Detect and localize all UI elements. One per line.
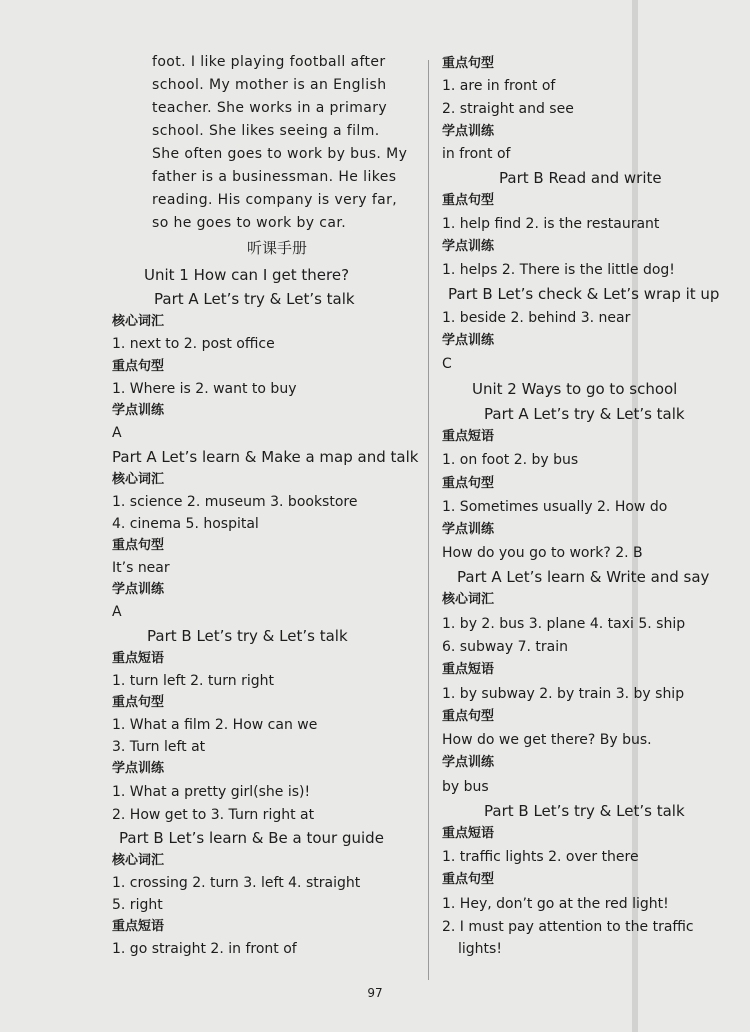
answer-line: 1. Where is 2. want to buy [112,381,297,397]
answer-line: 4. cinema 5. hospital [112,516,259,532]
answer-line: It’s near [112,560,170,576]
answer-line: father is a businessman. He likes [152,169,397,185]
answer-line: 1. science 2. museum 3. bookstore [112,494,358,510]
answer-line: 2. straight and see [442,101,574,117]
section-heading: 重点句型 [442,872,495,887]
answer-line: lights! [458,941,502,957]
section-heading: 核心词汇 [112,853,165,868]
section-heading: 重点句型 [442,709,495,724]
answer-line: 1. traffic lights 2. over there [442,849,639,865]
answer-line: 2. How get to 3. Turn right at [112,807,315,823]
section-heading: 学点训练 [442,755,495,770]
section-heading: 学点训练 [112,761,165,776]
answer-line: 1. What a film 2. How can we [112,717,318,733]
answer-line: 1. are in front of [442,78,556,94]
section-heading: 重点短语 [112,919,165,934]
section-heading: 重点短语 [112,651,165,666]
part-title: Part A Let’s try & Let’s talk [484,405,685,423]
section-heading: 核心词汇 [112,314,165,329]
answer-line: teacher. She works in a primary [152,100,388,116]
section-heading: 学点训练 [442,522,495,537]
section-heading: 重点句型 [442,476,495,491]
part-title: Unit 1 How can I get there? [144,266,350,284]
part-title: Part B Let’s check & Let’s wrap it up [448,285,720,303]
answer-line: 1. What a pretty girl(she is)! [112,784,311,800]
answer-line: A [112,604,122,620]
part-title: Part B Let’s try & Let’s talk [484,802,685,820]
answer-line: foot. I like playing football after [152,54,386,70]
answer-line: 1. on foot 2. by bus [442,452,579,468]
answer-line: 1. go straight 2. in front of [112,941,297,957]
section-heading: 学点训练 [112,582,165,597]
answer-line: in front of [442,146,511,162]
part-title: Part A Let’s learn & Write and say [457,568,710,586]
section-heading: 重点句型 [112,359,165,374]
section-heading: 重点句型 [442,193,495,208]
answer-line: 1. Hey, don’t go at the red light! [442,896,669,912]
section-heading: 重点短语 [442,826,495,841]
answer-line: school. My mother is an English [152,77,387,93]
section-heading: 重点短语 [442,662,495,677]
answer-line: 3. Turn left at [112,739,206,755]
part-title: 听课手册 [247,239,308,257]
section-heading: 核心词汇 [112,472,165,487]
answer-line: How do you go to work? 2. B [442,545,643,561]
section-heading: 重点句型 [112,695,165,710]
answer-line: reading. His company is very far, [152,192,398,208]
part-title: Part A Let’s learn & Make a map and talk [112,448,419,466]
answer-line: by bus [442,779,489,795]
section-heading: 重点短语 [442,429,495,444]
column-divider [428,60,429,980]
part-title: Part B Let’s try & Let’s talk [147,627,348,645]
answer-line: 1. beside 2. behind 3. near [442,310,631,326]
part-title: Part A Let’s try & Let’s talk [154,290,355,308]
section-heading: 学点训练 [442,124,495,139]
answer-line: 5. right [112,897,163,913]
answer-line: 1. helps 2. There is the little dog! [442,262,675,278]
section-heading: 重点句型 [442,56,495,71]
section-heading: 学点训练 [112,403,165,418]
part-title: Part B Read and write [499,169,662,187]
part-title: Part B Let’s learn & Be a tour guide [119,829,384,847]
page-number: 97 [367,986,383,1000]
section-heading: 核心词汇 [442,592,495,607]
answer-line: A [112,425,122,441]
answer-line: She often goes to work by bus. My [152,146,408,162]
answer-line: 1. turn left 2. turn right [112,673,275,689]
answer-line: 1. crossing 2. turn 3. left 4. straight [112,875,361,891]
answer-line: 1. by 2. bus 3. plane 4. taxi 5. ship [442,616,686,632]
answer-line: 6. subway 7. train [442,639,569,655]
answer-line: 1. next to 2. post office [112,336,275,352]
section-heading: 学点训练 [442,333,495,348]
answer-line: 2. I must pay attention to the traffic [442,919,694,935]
section-heading: 学点训练 [442,239,495,254]
answer-line: 1. Sometimes usually 2. How do [442,499,668,515]
part-title: Unit 2 Ways to go to school [472,380,678,398]
answer-line: school. She likes seeing a film. [152,123,380,139]
answer-line: How do we get there? By bus. [442,732,652,748]
section-heading: 重点句型 [112,538,165,553]
answer-line: 1. by subway 2. by train 3. by ship [442,686,685,702]
answer-line: C [442,356,452,372]
answer-line: so he goes to work by car. [152,215,347,231]
answer-line: 1. help find 2. is the restaurant [442,216,660,232]
